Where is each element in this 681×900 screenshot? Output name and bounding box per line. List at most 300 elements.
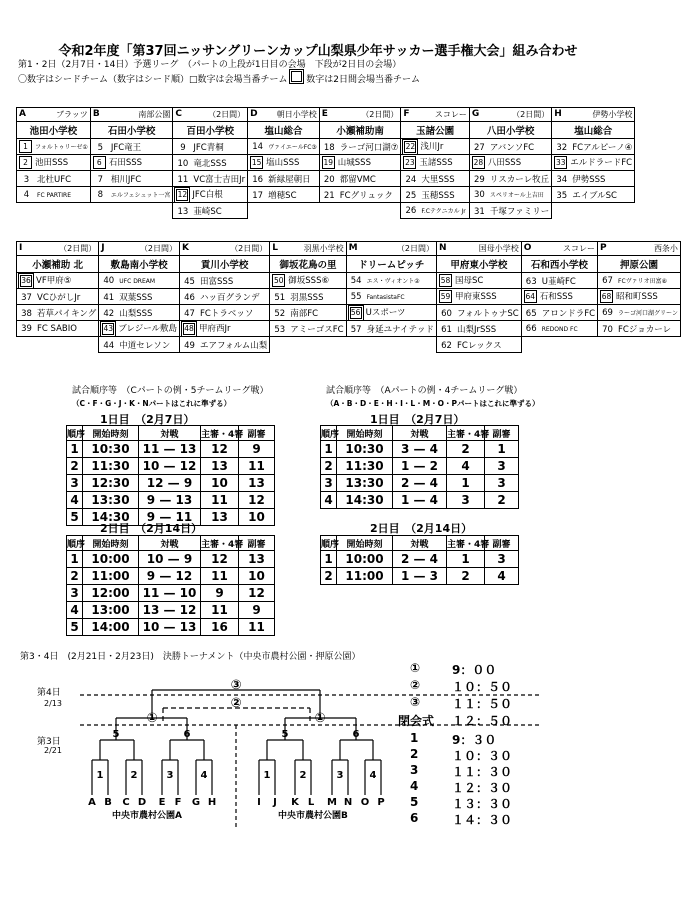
team-number: 29 [473,174,485,185]
group-note: （2日間） [139,244,178,253]
team-name: 塩山SSS [266,158,300,168]
team-number: 3 [23,174,30,185]
team-number: 26 [405,205,417,216]
team-name: F.Cテクニカル Jr [421,207,466,215]
group-header-a [17,108,91,122]
team-number: 4 [23,189,30,200]
team-name: 中道セレソン [119,340,171,351]
round1-match-number: 1 [263,770,271,781]
team-name: 八田SSS [487,158,522,168]
team-number: 31 [473,206,485,217]
team-name: フォルトゥリーゼ① [35,144,88,151]
group-header-j [99,242,180,256]
team-cell [598,273,681,289]
schedule-cell: 3 [67,585,83,602]
team-cell [180,289,270,305]
team-name: スペリオール上吉田 [489,191,544,199]
team-number: 24 [405,174,417,185]
schedule-cell: 9 — 12 [139,568,201,585]
schedule-col-header: 対戦 [393,426,447,441]
team-cell [401,187,470,203]
schedule-cell: 1 [321,551,337,568]
team-name: FCレックス [457,340,502,351]
team-number: 28 [473,158,484,167]
team-number: 12 [177,190,188,199]
team-number: 55 [350,291,362,302]
schedule-col-header: 主審・4審 [447,536,485,551]
c-part-note: （C・F・G・J・K・Nパートはこれに準ずる） [72,399,232,408]
group-letter: M [348,243,358,253]
team-name: 山梨SSS [119,308,153,319]
match-time: １１：３０ [452,765,513,779]
schedule-cell: 3 [485,458,519,475]
schedule-cell: 10 [239,568,275,585]
team-cell [17,187,91,203]
team-number: 49 [184,340,195,351]
schedule-row [67,585,275,602]
match-slot: 3 [410,763,419,777]
team-cell [173,139,248,155]
schedule-cell: 3 — 4 [393,441,447,458]
page-title: 令和2年度「第37回ニッサングリーンカップ山梨県少年サッカー選手権大会」組み合わせ [58,44,578,59]
team-cell [552,171,635,187]
match-slot: ② [410,678,421,692]
match-time: 9：００ [452,663,497,677]
schedule-cell: 13:30 [83,492,139,509]
schedule-cell: 11:30 [83,458,139,475]
team-name: エルフェシュット一宮 [110,191,171,199]
team-cell [401,139,470,155]
schedule-cell: 13 [201,458,239,475]
day3-label: 第3日 [37,737,61,747]
group-note: 西条小 [653,244,678,253]
schedule-cell: 3 [67,475,83,492]
group-venue: 玉諸公園 [401,122,470,139]
group-note: （2日間） [396,244,435,253]
team-cell [270,305,346,321]
schedule-cell: 5 [67,619,83,636]
day3-date: 2/21 [44,746,62,755]
team-number: 54 [350,275,362,286]
team-number: 13 [177,206,189,217]
team-name: 双葉SSS [119,292,153,303]
schedule-cell: 10:00 [337,551,393,568]
group-venue: 八田小学校 [469,122,551,139]
empty-cell [319,203,401,219]
team-name: 国母SC [455,276,484,286]
team-name: UFC DREAM [119,277,156,285]
team-name: 田富SSS [200,276,234,287]
legend-text-2: 数字は2日間会場当番チーム [306,75,420,85]
team-cell [521,289,597,305]
group-venue: 小瀬補助 北 [17,256,99,273]
group-letter: B [92,109,100,119]
team-cell [173,155,248,171]
team-cell [437,337,522,353]
group-letter: J [101,243,105,253]
group-venue: 百田小学校 [173,122,248,139]
team-name: FCグリュック [339,190,393,201]
empty-cell [521,337,597,353]
quarterfinal-number: 6 [352,729,360,740]
team-cell [17,305,99,321]
quarterfinal-number: 5 [112,729,120,740]
team-number: 34 [556,174,568,185]
schedule-cell: 9 [201,585,239,602]
quarterfinal-number: 6 [183,729,191,740]
team-cell [598,305,681,321]
team-name: ハッ百グランデ [200,292,260,303]
team-number: 33 [555,158,566,167]
team-number: 51 [274,292,286,303]
team-cell [469,171,551,187]
c-day2-heading: 2日目 （2月14日） [100,522,203,535]
team-number: 45 [184,276,195,287]
group-slot-letter: I [257,797,261,808]
round1-match-number: 4 [369,770,377,781]
group-header-n [437,242,522,256]
team-number: 59 [440,292,451,301]
group-slot-letter: B [104,797,112,808]
schedule-cell: 2 [67,568,83,585]
group-venue: 塩山総合 [552,122,635,139]
match-slot: 4 [410,779,419,793]
group-slot-letter: O [360,797,370,808]
schedule-cell: 11:00 [337,568,393,585]
team-cell [401,171,470,187]
team-name: 新緑屋朝日 [268,174,311,185]
schedule-cell: 10 [201,475,239,492]
match-time: １０：５０ [452,680,513,694]
c-day1-table [66,425,275,526]
team-name: ヴァイエールFC③ [268,143,317,151]
team-number: 27 [473,142,485,153]
group-venue: 御坂花鳥の里 [270,256,346,273]
group-header-h [552,108,635,122]
third-place-number: ② [230,696,242,711]
team-cell [521,273,597,289]
team-name: アバンソFC [489,142,535,153]
team-number: 66 [525,323,537,334]
match-slot: 2 [410,747,419,761]
team-number: 41 [103,292,115,303]
schedule-cell: 1 [447,475,485,492]
group-slot-letter: F [174,797,182,808]
team-cell [552,155,635,171]
team-number: 9 [180,142,186,153]
match-slot: 閉会式 [398,714,435,728]
schedule-cell: 1 [447,551,485,568]
schedule-col-header: 順序 [321,426,337,441]
schedule-cell: 13:00 [83,602,139,619]
day4-label: 第4日 [37,688,61,698]
group-letter: A [19,109,26,119]
group-header-m [346,242,436,256]
team-name: エルドラードFC [570,158,633,168]
team-cell [469,155,551,171]
subtitle-schedule: 第1・2日（2月7日・14日）予選リーグ （パートの上段が1日目の会場 下段が2日目の会場） [18,60,402,70]
team-number: 30 [473,189,485,200]
team-name: 山梨JrSSS [457,324,497,335]
schedule-cell: 10:30 [337,441,393,458]
team-number: 57 [350,324,362,335]
group-venue: 池田小学校 [17,122,91,139]
match-slot: ① [410,661,421,675]
team-name: 甲府西Jr [199,324,231,334]
schedule-cell: 4 [485,568,519,585]
team-cell [90,187,173,203]
final-match-number: ③ [230,678,242,693]
team-number: 53 [274,324,286,335]
team-name: 千塚ファミリー [489,206,550,217]
team-cell [173,203,248,219]
schedule-cell: 16 [201,619,239,636]
c-part-heading: 試合順序等 （Cパートの例・5チームリーグ戦） [72,386,269,396]
team-name: JFC竜王 [110,142,142,153]
match-time: １０：３０ [452,749,513,763]
team-cell [319,155,401,171]
schedule-cell: 10 [239,509,275,526]
team-name: 北杜UFC [37,174,72,185]
team-number: 15 [251,158,262,167]
team-cell [99,289,180,305]
team-cell [346,289,436,305]
semifinal-number: ① [314,711,326,726]
team-name: 石和SSS [539,292,573,302]
group-note: スコレー [434,110,467,119]
team-cell [17,289,99,305]
schedule-row [321,551,519,568]
schedule-cell: 11:00 [83,568,139,585]
team-name: REDOND FC [541,325,578,333]
team-number: 18 [323,142,335,153]
team-number: 46 [184,292,195,303]
team-cell [437,273,522,289]
schedule-row [67,492,275,509]
schedule-col-header: 対戦 [393,536,447,551]
match-time: １２：５０ [452,714,513,728]
team-cell [248,139,320,155]
team-number: 1 [19,140,32,153]
team-number: 25 [405,190,417,201]
group-header-g [469,108,551,122]
team-cell [17,171,91,187]
team-number: 64 [525,292,535,301]
group-venue: ドリームピッチ [346,256,436,273]
group-letter: E [321,109,328,119]
round1-match-number: 3 [166,770,174,781]
schedule-cell: 2 [321,458,337,475]
group-venue: 甲府東小学校 [437,256,522,273]
schedule-cell: 2 [447,441,485,458]
team-number: 47 [184,308,195,319]
team-name: 羽黒SSS [290,292,324,303]
team-number: 65 [525,308,537,319]
a-day2-table [320,535,519,585]
schedule-cell: 3 [321,475,337,492]
group-slot-letter: K [291,797,299,808]
schedule-row [321,492,519,509]
team-name: VCひがしJr [37,292,81,303]
a-part-note: （A・B・D・E・H・I・L・M・O・Pパートはこれに準ずる） [326,399,540,408]
group-venue: 小瀬補助南 [319,122,401,139]
group-note: （2日間） [512,110,550,119]
c-day2-table [66,535,275,636]
team-cell [270,289,346,305]
match-slot: 1 [410,731,419,745]
team-cell [598,321,681,337]
group-header-f [401,108,470,122]
schedule-cell: 5 [67,509,83,526]
schedule-row [67,551,275,568]
group-letter: F [403,109,410,119]
team-name: Uスポーツ [365,308,406,318]
team-cell [90,155,173,171]
schedule-cell: 1 [485,441,519,458]
schedule-cell: 12 [201,551,239,568]
schedule-col-header: 対戦 [139,426,201,441]
group-venue: 石田小学校 [90,122,173,139]
round1-match-number: 1 [96,770,104,781]
team-number: 44 [103,340,115,351]
schedule-col-header: 副審 [485,536,519,551]
team-number: 48 [184,324,194,333]
team-name: FC SABIO [37,323,77,334]
team-number: 38 [21,308,32,319]
schedule-cell: 10 — 13 [139,619,201,636]
match-time: １１：５０ [452,697,513,711]
team-name: ラーゴ河口湖グリーン [618,309,678,317]
team-cell [180,273,270,289]
schedule-cell: 13:30 [337,475,393,492]
schedule-cell: 11 [201,492,239,509]
schedule-cell: 10 — 12 [139,458,201,475]
a-part-heading: 試合順序等 （Aパートの例・4チームリーグ戦） [326,386,523,396]
empty-cell [552,203,635,219]
group-slot-letter: D [137,797,147,808]
team-number: 5 [97,142,104,153]
round1-match-number: 3 [336,770,344,781]
team-cell [248,155,320,171]
team-name: JFC青桐 [193,142,224,153]
team-number: 43 [103,324,114,333]
group-letter: D [250,109,258,119]
team-cell [17,273,99,289]
team-name: 大里SSS [421,174,455,185]
schedule-cell: 2 — 4 [393,551,447,568]
team-cell [346,273,436,289]
a-day1-heading: 1日目 （2月7日） [370,413,465,426]
schedule-cell: 12 — 9 [139,475,201,492]
group-venue: 敷島南小学校 [99,256,180,273]
team-number: 14 [252,141,264,152]
schedule-cell: 11:30 [337,458,393,475]
empty-cell [248,203,320,219]
team-cell [99,321,180,337]
schedule-cell: 12 [201,441,239,458]
team-number: 61 [441,324,452,335]
schedule-col-header: 主審・4審 [201,426,239,441]
group-table [16,107,635,219]
schedule-col-header: 副審 [239,426,275,441]
team-number: 39 [21,323,32,334]
team-number: 36 [21,276,31,285]
team-name: FCアルピーノ④ [572,142,633,153]
team-number: 19 [323,158,334,167]
team-cell [180,305,270,321]
empty-cell [17,337,99,353]
schedule-col-header: 副審 [239,536,275,551]
team-number: 69 [602,307,613,318]
team-number: 56 [350,308,361,317]
c-day1-heading: 1日目 （2月7日） [100,413,195,426]
schedule-cell: 11 [201,568,239,585]
team-name: 池田SSS [35,158,69,168]
team-cell [99,337,180,353]
match-slot: ③ [410,695,421,709]
team-name: アミーゴスFC [290,324,344,335]
venue-a-label: 中央市農村公園A [112,811,182,821]
team-name: U韮崎FC [541,276,576,287]
schedule-row [321,458,519,475]
schedule-row [321,475,519,492]
group-note: 羽黒小学校 [303,244,344,253]
team-name: ラーゴ河口湖⑦ [339,142,399,153]
schedule-col-header: 主審・4審 [447,426,485,441]
team-cell [346,321,436,337]
schedule-cell: 1 [67,441,83,458]
team-cell [437,305,522,321]
schedule-row [321,568,519,585]
group-letter: I [19,243,23,253]
schedule-cell: 3 [485,475,519,492]
team-number: 2 [19,156,32,169]
team-name: 石田SSS [108,158,142,168]
schedule-cell: 11 [239,619,275,636]
team-number: 8 [97,189,104,200]
match-time: 9：３０ [452,733,497,747]
round1-match-number: 2 [130,770,138,781]
team-number: 17 [252,190,264,201]
team-number: 23 [405,158,415,167]
schedule-cell: 1 — 2 [393,458,447,475]
match-time: １２：３０ [452,781,513,795]
team-number: 58 [440,276,451,285]
team-number: 11 [177,174,189,185]
schedule-cell: 14:00 [83,619,139,636]
team-name: 韮崎SC [193,206,222,217]
team-cell [180,321,270,337]
match-time: １４：３０ [452,813,513,827]
schedule-col-header: 開始時刻 [83,536,139,551]
empty-cell [346,337,436,353]
match-slot: 5 [410,795,419,809]
team-name: VC富士吉田Jr [193,174,246,185]
group-note: スコレー [563,244,596,253]
team-name: ブレジール敷島 [118,324,178,334]
empty-cell [17,203,91,219]
team-name: FC PARTIRE [37,191,72,199]
team-name: 若草パイキング [37,308,97,319]
match-time: １３：３０ [452,797,513,811]
team-name: 相川JFC [110,174,142,185]
group-slot-letter: A [88,797,96,808]
team-name: 都留VMC [339,174,376,185]
team-number: 32 [556,142,568,153]
group-venue: 押原公園 [598,256,681,273]
schedule-cell: 2 [485,492,519,509]
team-cell [319,187,401,203]
